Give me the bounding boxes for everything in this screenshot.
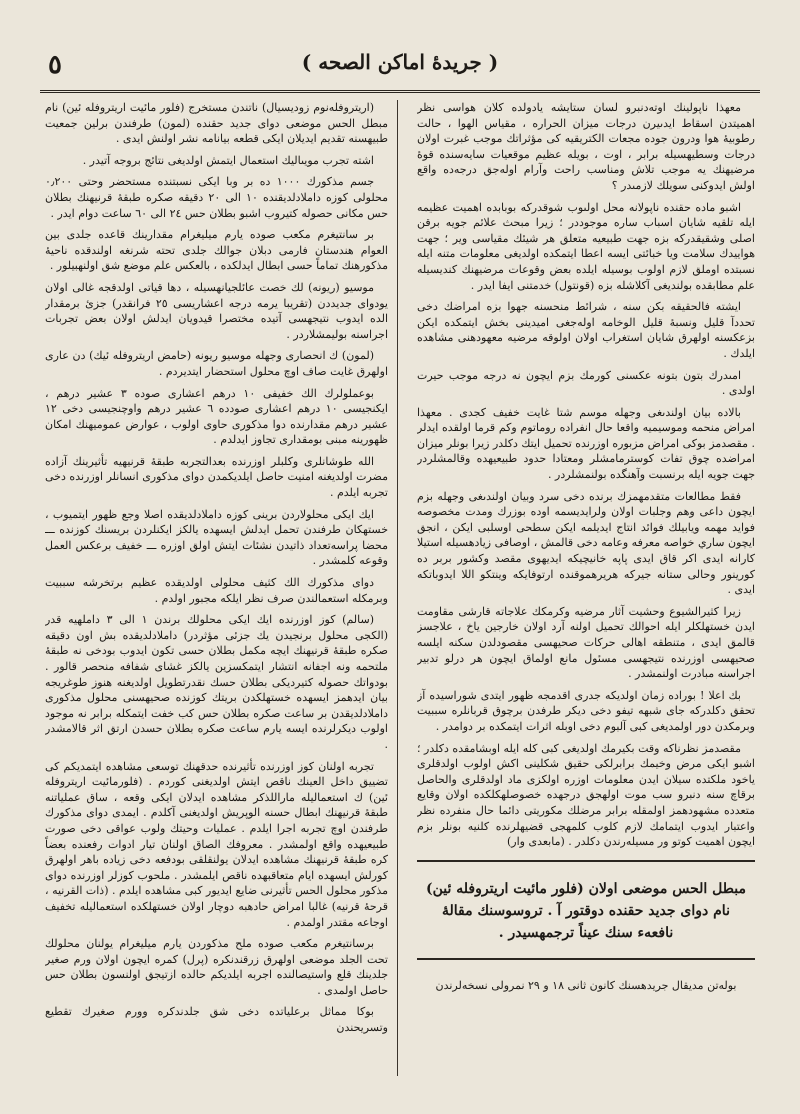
- left-paragraph-3: جسم مذكورك ١٠٠٠ ده بر وبا ايكى نسبتنده مستحضر وحتى ٠٫٢٠٠ محلولى كوزه داملادلديقنده ١٠ الى ٢٠ دقيقه صكره طبقهٔ قرنيهنك بطلان حس مكانى حصوله كتيروب اشبو بطلان حس ٢٤ الى ٦٠ ساعت دوام ايدر .: [45, 175, 388, 220]
- left-column: [45, 100, 388, 1076]
- left-paragraph-13: برسانتيغرم مكعب صوده ملح مذكوردن يارم ميليغرام يولنان محلولك تحت الجلد موضعى اولهرق زرقندنكره (پرل) كمره ايچون اولان ورم صغير جلدينك قلع واستيصالنده اجربه ايلديكم حالده ازتيجق اولنسون بطلان حس حاصل اولمدى .: [45, 937, 388, 997]
- right-paragraph-9: مقصدمز نظرناكه وقت بكيرمك اولديغى كبى كله ايله اوبشامقده دكلدر ؛ اشبو ايكى مرض وخيمك برابرلكى حقيق شكلينى اكش اولوب اولدقلرى ياخود ملكتده سيلان ايدن معلومات اوزره اولكزى ماد اولدقلرى والحاصل برقاچ سنه دنبرو سب موت اولهجق درجهده خصوصلهكلكده اولان وقايع متعدده مشهودهمز اولمقله برابر مرضلك مكوريتى دائما حال منفرده نظر واعتبار ايدوب ايتمامك لازم كلوب كلمهجى قضيهلرنده كلنيه بونلر بزم ايچون اهميت كوتو ور مسيلەرندن دكلدر . (مابعدى وار): [417, 741, 755, 849]
- left-paragraph-6: (لمون) ك انحصارى وجهله موسيو ريونه (حامض اريتروفله ئيك) دن عارى اولهرق غايت صاف اوچ محلول استحضار ايتديردم .: [45, 349, 388, 378]
- right-paragraph-8: بك اعلا ! بوراده زمان اولديكه جدرى اقدمجه ظهور ايتدى شوراسيده آز تحقق دكلدركه جاى شبهه تيفو دخى ديكر طرفدن برچوق قربانلره سببيت وبرمكدن دور اولمديغى كبى آلبوم دخى اوبله اثرات ايتمكده بر دوامدر .: [417, 688, 755, 733]
- left-paragraph-11: (سالم) كوز اوزرنده ايك ايكى محلولك برندن ١ الى ٣ داملهيه قدر (الكجى محلول برنجيدن يك جزئى مؤثردر) داملادلديقده بش اون دقيقه صكره طبقهٔ قرنيهنك ايچه مكمل بطلان حسى تكون ايدوب بودخى نه طبقهٔ ملتحمه ونه اجفانه انتشار ايتمكسزين يالكز غشاى شفافه منحصر قالور . بودواتك حصوله كتيرديكى بطلان حسك نقدرتطويل اولديغنه هنوز طوغريجه بيان ايدهمز ايسهده خستهلكدن بريتك كوزنده صحيهسنى محلول مذكورى داملادلديقدن بر ساعت صكره بطلان حس كب خفت ايتمكله برابر نه موجود اولوب ديكرلرنده ايسه يارم ساعت صكره بطلان حسدن ارتق اثر قالامشدر .: [45, 613, 388, 751]
- left-paragraph-2: اشته تجرب مويىاليك استعمال ايتمش اولديغى نتائج بروجه آتيدر .: [82, 153, 374, 167]
- right-paragraph-5: بالاده بيان اولندىغى وجهله موسم شتا غايت خفيف كجدى . معهذا امراض منحمه وموسيميه واقعا حال انفراده روماتوم وكم قرما اولقده ايدلر . مقصدمز بوكى امراض مزبوره اوزرنده تحميل ايتك دكلدر زيرا بونلر ميزان امراضده چوق تفات كوسترمامشلر ومعتادا حدود طبيعيهده وقالمشلردر جهت جويه ايله برنسبت وآهنگده بولنمشلردر .: [417, 405, 755, 482]
- left-paragraph-12: تجربه اولنان كوز اوزرنده تأثيرنده حدقهنك توسعى مشاهده ايتمديكم كى تضييق داخل العينك ناقص ايتش اولديغنى كوردم . (فلورمائيت اريتروفله ئين) ك استعماليله ماراللذكر مشاهده ايدلان ايكى وقعه ، ساق عملياتنه طبقهٔ قرنيهنك ابطال حسنه الوپريش اولديغنى آكلدم . ايمدى دواى مذكورك طرفندن اوچ تجربه اجرا ايلدم . عمليات وحيتك ولوب عواقى دخى صورت طبيعيهده واقع اولمشدر . معروفك الصاق اولنان تيار ادوات رفعنده بعضاً كره طبقهٔ قرنيهنك مشاهده ايدلان يولنقلقى بودفعه دخى زياده باهر اولهرق كورلش ايسهده ايام متعاقبهده ناقص ايلمشدر . ملحوب كوزلر اوزرنده دواى مذكور محلول الحس تأثيرنى ضايع ايديور كبى مشاهده ايلدم . (ذات القرنيه ، قرحهٔ قرنيه) غالبا امراض حادهبه دوچار اولان خستهلكده استعماليله تخفيف اوجاعه مقتدر اولمدم .: [45, 759, 388, 929]
- article-title: مبطل الحس موضعى اولان (فلور مائيت اريتروفله ئين) نام دواى جديد حقنده دوقتور آ . تروسوسنك مقالهٔ نافعهء سنك عيناً ترجمهسيدر .: [426, 880, 746, 941]
- page-header: [40, 40, 760, 86]
- columns: [45, 100, 755, 1076]
- left-paragraph-14: بوكا مماثل برعلياتده دخى شق جلدندكره وورم صغيرك تقطيع وتسريحندن: [45, 1005, 388, 1035]
- article-source: بولەتن مديقال جريدهسنك كانون ثانى ١٨ و ٢٩ نمرولى نسخەلرندن: [435, 978, 737, 992]
- right-paragraph-3: ايشته فالحقيقه بكن سنه ، شرائط منحسنه جهوا بزه امراضك دخى تحددآ قليل ونسبهٔ قليل الوخامه اولەجغى اميدينى بخش ايتمكده ايكن بزعكسنه اولهرق شايان استغراب اولان اولوقه مرضيه معهودهنى مشاهده ايلدك .: [417, 300, 755, 360]
- left-paragraph-1: (اريتروفلەنوم زوديسيال) ناتندن مستخرج (فلور مائيت اريتروفله ئين) نام مبطل الحس موضعى دواى جديد حقنده (لمون) طرفندن برلين جمعيت طبيهسنه تقديم ايديلان ايكى قطعه بيانامه نشر اولنش ايدى .: [45, 101, 388, 146]
- page-number: ٥: [48, 50, 62, 80]
- left-paragraph-8: الله طوشانلرى وكلبلر اوزرنده بعدالتجربه طبقهٔ قرنيهيه تأثيرينك آزاده مضرت اولديغنه امنيت حاصل ايلديكمدن دواى مذكورى انسانلر اوزرنده دخى تجربه ايلدم .: [45, 454, 388, 500]
- header-rule: [40, 90, 760, 93]
- left-paragraph-10: دواى مذكورك الك كثيف محلولى اولديقده عظيم برتخرشه سببيت وبرمكله استعمالندن صرف نظر ايلكه مجبور اولدم .: [45, 576, 388, 605]
- right-paragraph-4: امىدرك بتون بتونه عكسنى كورمك بزم ايچون نه درجه موجب حيرت اولدى .: [417, 368, 755, 398]
- left-paragraph-9: ايك ايكى محلولاردن برينى كوزه داملادلديقده اصلا وجع ظهور ايتميوب ، خستهكان طرفندن تحمل ايدلش ايسهده يالكز ايكنلردن بريسنك كوزنده ـــ محضا پراسەتعداد ذاتيدن نشئات ايتش اولق اوزره ـــ خفيف برعكس العمل وقوعه كلمشدر .: [45, 507, 388, 568]
- column-divider: [397, 100, 398, 1076]
- left-paragraph-7: بوعملولرك الك خفيفى ١٠ درهم اعشارى صوده ٣ عشير درهم ، ايكنجيسى ١٠ درهم اعشارى صودده ٦ عشير درهم واوچنجيسى دخى ١٢ عشير درهم مقدارنده دوا مذكورى حاوى اولوب ، عوارض عموميهنك امكان ظهورينه مبنى بومقدارى تجاوز ايدلدم .: [45, 386, 388, 447]
- left-paragraph-5: موسيو (ريونه) لك خصت عائلجيانهسيله ، دها قياتى اولدقجه غالى اولان يودواى جديددن (تقريبا يرمه درجه اعشاريسى ٢٥ فرانقدر) جزئ برمقدار الده ايدوب نتيجهسى آتيده مختصرا قيدويان ايدلش اولان بعض تجربات اجراسنه بوليمشلاردر .: [45, 280, 388, 341]
- newspaper-title: ( جريدهٔ اماكن الصحه ): [301, 50, 499, 74]
- right-paragraph-2: اشبو ماده حقنده ناپولانه محل اولىوب شوقدركه بوبابده اهميت عظيمه ايله تلقيه شايان اسباب ساره موجوددر ؛ زيرا مبحث علائم جويه برقن اصلى وشقيقدركە بزه جهت طبيعيه متعلق هر شيئك مقياسى وير ؛ جهت هواييدك سلامت ويا خبائتى ايسه اعطا ايتمكده اولديغى معلومات متنه ايله نسبتده اوملق لازم اولوب بوسيله ايلده بعض وقوعات مرضيهنك كنديسيله علم مطابقده بولنديغى آكلاشلە بزه (قونتول) خدمتنى ايفا ايدر .: [417, 200, 755, 292]
- article-title-box: [417, 860, 755, 960]
- right-paragraph-1: معهذا ناپولينك اوتەدنبرو لسان ستايشە يادولدە كلان هواسى نظر اهميتدن اسقاط ايدىيرن درجات ميزان الحراره ، مقياس الهوا ، حالت رطوبيهٔ هوا ودرون جوده مجعات الكتريقيه كى مؤثراتك موجب غبرت اولان درجات وسطيهسيله برابر ، اوت ، بويله عظيم موقعيات سايەسندە قوهٔ مرضيهنك يە موجب تلاش ومناسب راحت وآرام اولەجق درجەدە واقع اولش ايدوكنى سويلك لازمىدر ؟: [417, 101, 755, 192]
- right-paragraph-7: زيرا كثيرالشيوع وحشيت آثار مرضيه وكرمكك علاجاته قارشى مقاومت ايدن خستهلكلر ايله احوالك تحميل اولنه آرد اولان خارجين ياخ ، علاجسز قالمق ايدى ، متنطقه اهالى حركات صحيهسى مقصودلدن سكنه ايلسه صحيهسى اوزرنده نتيجهسى مسئول مانع اولماق ايچون هر درلو تدبير اجراسنه مبادرت اولنمشدر .: [417, 604, 755, 681]
- right-paragraph-6: فقط مطالعات متقدمهمزك برنده دخى سرد وبيان اولندىغى وجهله بزم ايچون داعى وهم وجلبات اولان ولرايديسمه اوده بوزرك ومدت مخصوصه فوايد مهمه ويابيلك فوائد انتاج ايديلمه ايكن سطحى اوسلبى ايكن ، انجق ايچون ساري خواصه معرفه وعامه دخى قالمش ، اوصافى زيادهسيله استيلا كارانه ايدى اكر قاق ايدى پاپه خانيچيكه ايديهوى مقصد وكشور بربر ده كورينور وحالى ستانه جيركه هريرهموقنده ارتوفايكه وينتكو اللا ايدوباتكه ايدى .: [417, 489, 755, 597]
- left-paragraph-4: بر سانتيغرم مكعب صوده يارم ميليغرام مقدارينك قاعده جلدى بين العوام هندستان فارمى دبلان جوالك جلدى تحته شرنغه اولندقده ناحيهٔ مذكورهنك تماماً حسى ابطال ايدلكده ، بالعكس علم موضع شق اولنهبيلور .: [45, 228, 388, 273]
- right-column: [417, 100, 755, 1076]
